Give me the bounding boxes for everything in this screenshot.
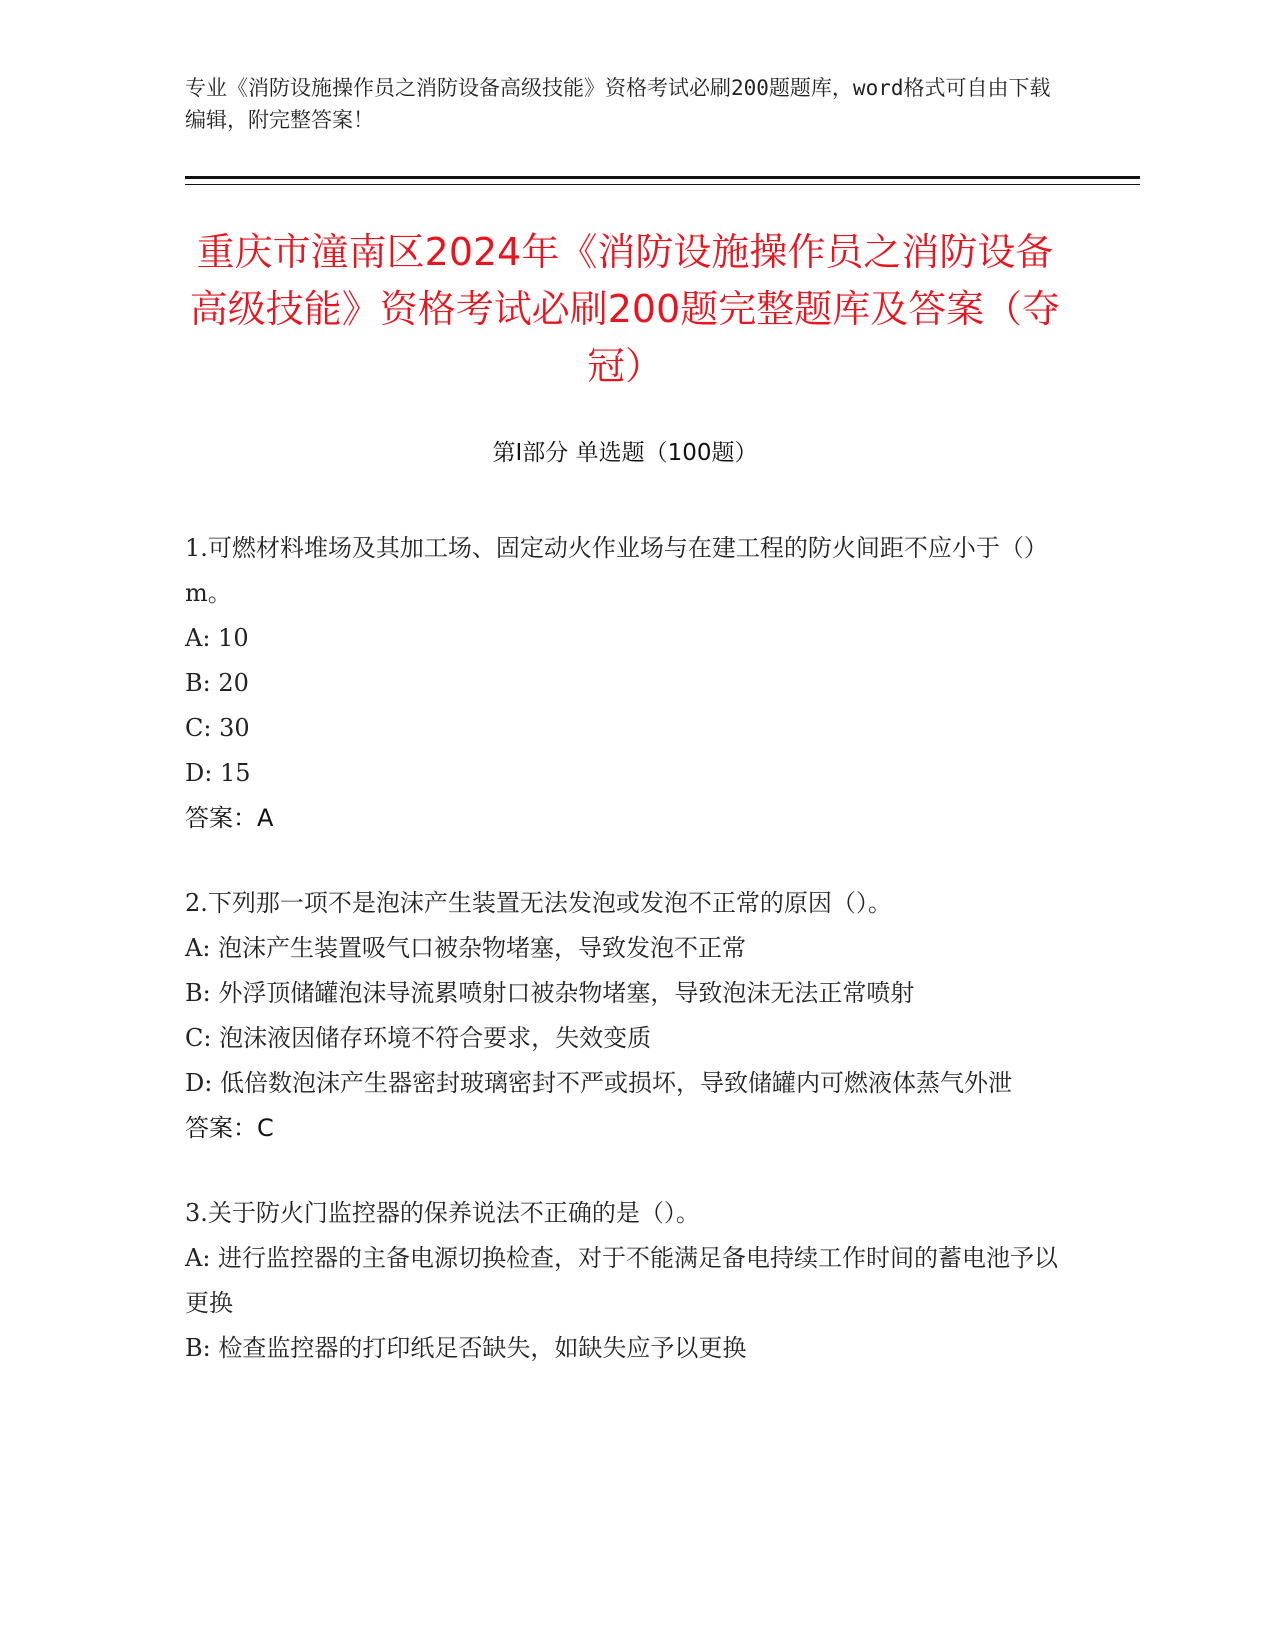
header-note: 专业《消防设施操作员之消防设备高级技能》资格考试必刷200题题库，word格式可自由下载编辑，附完整答案！ [185, 76, 1051, 132]
option-b: B: 外浮顶储罐泡沫导流累喷射口被杂物堵塞，导致泡沫无法正常喷射 [185, 979, 915, 1007]
question-stem: 2.下列那一项不是泡沫产生装置无法发泡或发泡不正常的原因（）。 [185, 889, 892, 917]
option-a: A: 10 [185, 624, 249, 652]
option-d: D: 低倍数泡沫产生器密封玻璃密封不严或损坏，导致储罐内可燃液体蒸气外泄 [185, 1069, 1012, 1097]
question-list [185, 526, 1060, 1411]
header-rule-thin [185, 184, 1140, 185]
section-heading: 第I部分 单选题（100题） [492, 440, 758, 466]
document-title: 重庆市潼南区2024年《消防设施操作员之消防设备高级技能》资格考试必刷200题完整题库及答案（夺冠） [189, 230, 1061, 388]
option-b: B: 检查监控器的打印纸足否缺失，如缺失应予以更换 [185, 1334, 747, 1362]
question-2 [185, 881, 1060, 1151]
header-rule-thick [185, 176, 1140, 179]
question-1 [185, 526, 1060, 841]
option-a: A: 进行监控器的主备电源切换检查，对于不能满足备电持续工作时间的蓄电池予以更换 [185, 1244, 1059, 1317]
option-c: C: 30 [185, 714, 250, 742]
answer: 答案：C [185, 1114, 274, 1142]
question-3 [185, 1191, 1060, 1371]
option-c: C: 泡沫液因储存环境不符合要求，失效变质 [185, 1024, 652, 1052]
option-a: A: 泡沫产生装置吸气口被杂物堵塞，导致发泡不正常 [185, 934, 747, 962]
answer: 答案：A [185, 804, 274, 832]
option-b: B: 20 [185, 669, 249, 697]
question-stem: 1.可燃材料堆场及其加工场、固定动火作业场与在建工程的防火间距不应小于（）m。 [185, 534, 1048, 607]
option-d: D: 15 [185, 759, 251, 787]
question-stem: 3.关于防火门监控器的保养说法不正确的是（）。 [185, 1199, 700, 1227]
